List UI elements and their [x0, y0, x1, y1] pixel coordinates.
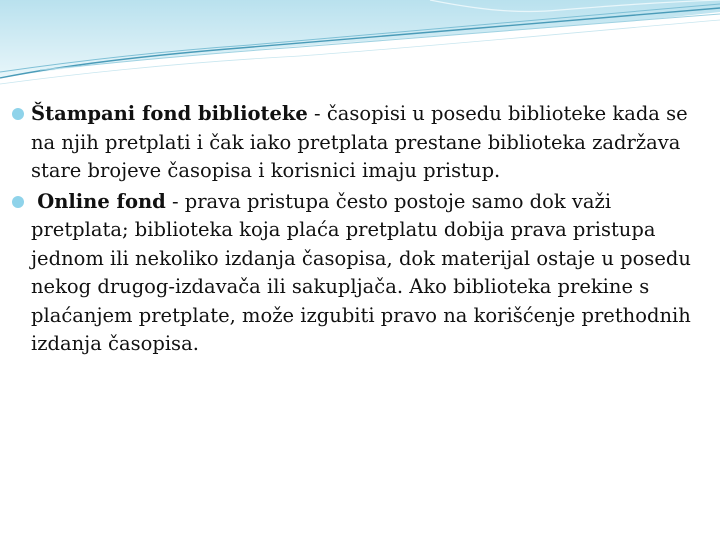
bullet-term: Online fond: [37, 189, 166, 213]
bullet-term: Štampani fond biblioteke: [31, 102, 308, 125]
bullet-dot-icon: [12, 196, 24, 208]
bullet-text: - prava pristupa često postoje samo dok važi pretplata; biblioteka koja plaća pretplatu dobija prava pristupa jednom ili nekoliko izdanja časopisa, dok materijal ostaje u posedu nekog drugog-izdavača ili sakupljača. Ako biblioteka prekine s plaćanjem pretplate, može izgubiti pravo na korišćenje prethodnih izdanja časopisa.: [31, 189, 691, 355]
bullet-list: [12, 100, 708, 359]
bullet-item-online-fond: [12, 188, 708, 359]
bullet-text: - časopisi u posedu biblioteke kada se na njih pretplati i čak iako pretplata prestane biblioteka zadržava stare brojeve časopisa i korisnici imaju pristup.: [31, 102, 688, 182]
bullet-item-stampani-fond: [12, 100, 708, 186]
bullet-dot-icon: [12, 108, 24, 120]
header-wave-decoration: [0, 0, 720, 110]
